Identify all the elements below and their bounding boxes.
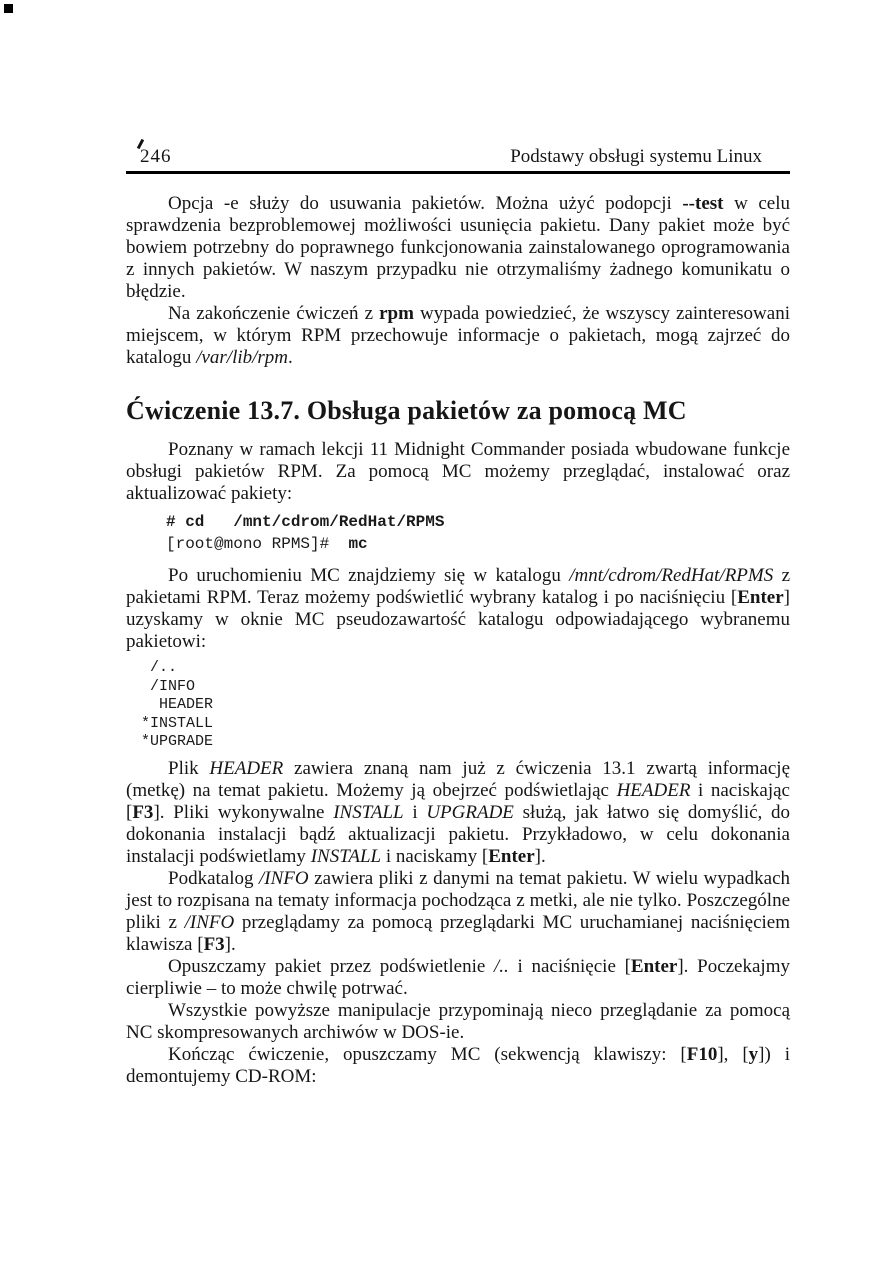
text-run: [root@mono RPMS]#	[166, 535, 349, 553]
text-run: --test	[682, 193, 724, 214]
text-run: ] uzyskamy w oknie MC pseudozawartość katalogu odpowiadającego wybranemu pakietowi:	[126, 587, 790, 652]
text-run: i	[403, 801, 427, 823]
text-run: /..	[141, 659, 178, 676]
paragraph-mc-navigation	[126, 565, 790, 653]
text-run: /INFO	[259, 867, 309, 889]
text-run: przeglądamy za pomocą przeglądarki MC uruchamianej naciśnięciem klawisza [	[126, 911, 790, 955]
text-run: /INFO	[141, 677, 196, 695]
text-run: rpm	[379, 303, 414, 324]
text-run: zawiera pliki z danymi na temat pakietu. W wielu wypadkach jest to rozpisana na tematy informacja pochodząca z metki, ale nie tylko. Poszczególne pliki z	[126, 867, 791, 933]
text-run: y	[748, 1043, 759, 1065]
text-run: ].	[224, 933, 236, 955]
text-run: Plik	[168, 757, 210, 779]
paragraph-leaving-package	[126, 956, 790, 1000]
paragraph-nc-comparison	[126, 1000, 790, 1044]
text-run: z pakietami RPM. Teraz możemy podświetlić wybrany katalog i po naciśnięciu [	[126, 565, 790, 608]
text-run: HEADER	[209, 757, 284, 779]
text-run: Enter	[630, 955, 678, 977]
text-run: *INSTALL	[141, 714, 214, 732]
text-run: ]) i demontujemy CD-ROM:	[126, 1043, 791, 1087]
paragraph-info-subdir	[126, 868, 790, 956]
text-run: Na zakończenie ćwiczeń z	[168, 303, 380, 324]
scan-artifact-corner	[4, 4, 13, 13]
text-run: mc	[348, 535, 368, 553]
code-line	[141, 678, 790, 697]
text-run: HEADER	[616, 779, 691, 801]
text-run: w celu sprawdzenia bezproblemowej możliwości usunięcia pakietu. Dany pakiet może być bowiem potrzebny do poprawnego funkcjonowania zainstalowanego oprogramowania z innych pakietów. W naszym przypadku nie otrzymaliśmy żadnego komunikatu o błędzie.	[126, 193, 790, 302]
code-line	[141, 659, 790, 678]
text-run: Podkatalog	[168, 867, 260, 889]
text-run: /..	[494, 955, 509, 977]
text-run: Poznany w ramach lekcji 11 Midnight Commander posiada wbudowane funkcje obsługi pakietów RPM. Za pomocą MC możemy przeglądać, instalować oraz aktualizować pakiety:	[126, 439, 790, 504]
text-run: i naciskamy [	[381, 845, 489, 867]
paragraph-header-file	[126, 758, 790, 868]
paragraph-mc-intro	[126, 439, 790, 505]
text-run: Opuszczamy pakiet przez podświetlenie	[168, 955, 495, 977]
text-run: ].	[534, 845, 546, 867]
text-run: INSTALL	[333, 801, 404, 823]
page-header	[126, 146, 790, 174]
text-run: UPGRADE	[426, 801, 514, 823]
text-run: ], [	[717, 1043, 749, 1065]
paragraph-closing	[126, 1044, 790, 1088]
text-run: Enter	[737, 587, 784, 608]
page-number: 246	[140, 146, 172, 167]
text-run: i naciskając [	[126, 779, 790, 823]
code-line	[141, 696, 790, 715]
text-run: wypada powiedzieć, że wszyscy zainteresowani miejscem, w którym RPM przechowuje informacje o pakietach, mogą zajrzeć do katalogu	[126, 303, 790, 368]
text-run: Opcja -e służy do usuwania pakietów. Można użyć podopcji	[168, 193, 683, 214]
code-block-cd-command	[166, 511, 790, 555]
paragraph-rpm-remove	[126, 193, 790, 303]
page-content	[126, 146, 790, 1088]
code-block-package-listing	[141, 659, 790, 752]
text-run: Po uruchomieniu MC znajdziemy się w katalogu	[168, 565, 570, 586]
text-run: ]. Pliki wykonywalne	[153, 801, 334, 823]
text-run: /INFO	[184, 911, 235, 933]
text-run: służą, jak łatwo się domyślić, do dokonania instalacji bądź aktualizacji pakietu. Przykładowo, w celu dokonania instalacji podświetlamy	[126, 801, 791, 867]
text-run: ]. Poczekajmy cierpliwie – to może chwilę potrwać.	[126, 955, 790, 999]
section-heading: Ćwiczenie 13.7. Obsługa pakietów za pomocą MC	[126, 396, 687, 425]
text-run: /var/lib/rpm	[196, 347, 289, 368]
running-head-title: Podstawy obsługi systemu Linux	[510, 146, 762, 167]
text-run: zawiera znaną nam już z ćwiczenia 13.1 zwartą informację (metkę) na temat pakietu. Możemy ją obejrzeć podświetlając	[126, 757, 791, 801]
code-line	[141, 733, 790, 752]
text-run: Kończąc ćwiczenie, opuszczamy MC (sekwencją klawiszy: [	[168, 1043, 687, 1065]
text-run: F10	[686, 1043, 718, 1065]
text-run: # cd /mnt/cdrom/RedHat/RPMS	[166, 513, 445, 531]
text-run: .	[288, 347, 293, 368]
text-run: i naciśnięcie [	[508, 955, 631, 977]
code-line	[166, 533, 790, 555]
code-line	[141, 715, 790, 734]
text-run: *UPGRADE	[141, 733, 214, 751]
text-run: Enter	[488, 845, 535, 867]
text-run: INSTALL	[310, 845, 382, 867]
text-run: F3	[132, 801, 154, 823]
text-run: F3	[203, 933, 225, 955]
text-run: /mnt/cdrom/RedHat/RPMS	[569, 565, 774, 586]
paragraph-rpm-database	[126, 303, 790, 369]
text-run: HEADER	[141, 696, 214, 714]
text-run: Wszystkie powyższe manipulacje przypominają nieco przeglądanie za pomocą NC skompresowanych archiwów w DOS-ie.	[126, 999, 790, 1043]
code-line	[166, 511, 790, 533]
